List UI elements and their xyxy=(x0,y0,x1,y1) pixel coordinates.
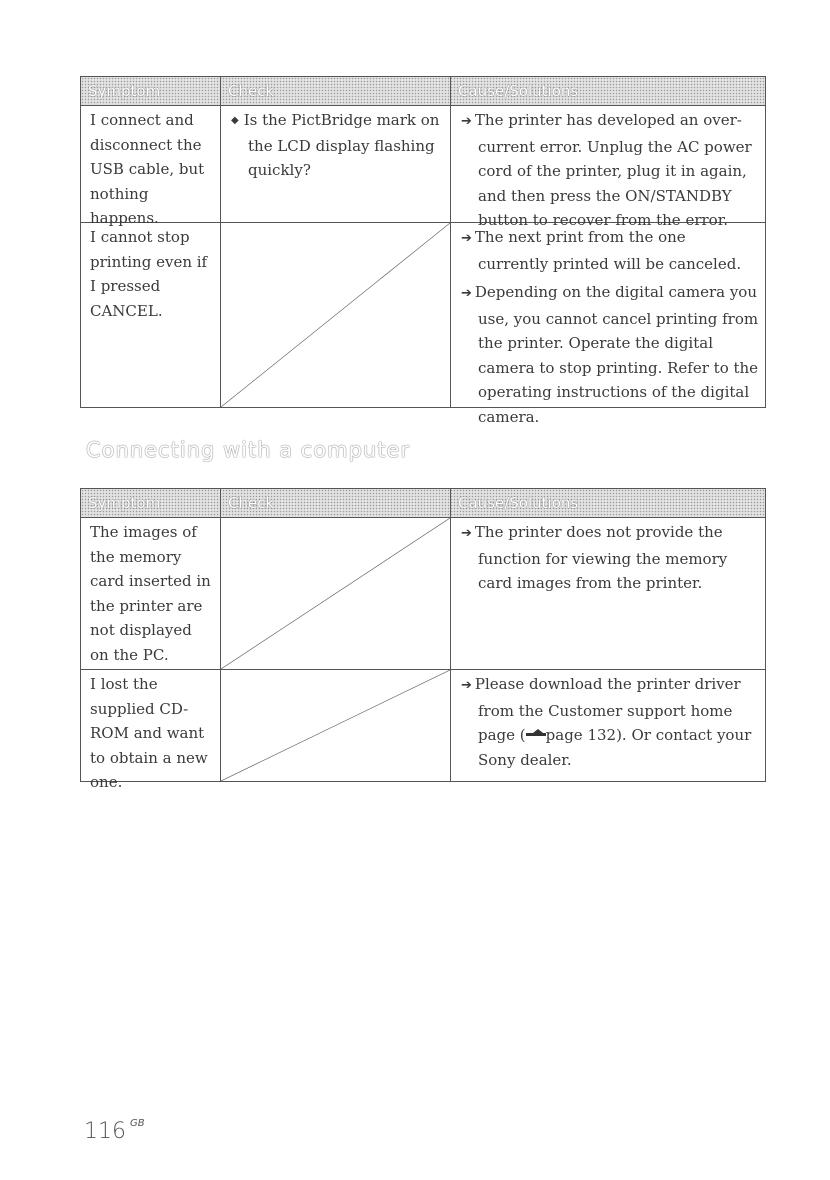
page-reference-icon xyxy=(526,729,546,737)
header-cause-solutions: Cause/Solutions xyxy=(458,494,579,512)
solution-text-after: page 132). Or contact your Sony dealer. xyxy=(478,726,752,769)
table-row xyxy=(81,670,765,791)
check-cell xyxy=(221,106,451,222)
page-number-value: 116 xyxy=(84,1119,126,1144)
bullet-icon: ◆ xyxy=(231,115,239,126)
symptom-cell: I lost the supplied CD-ROM and want to obtain a new one. xyxy=(81,670,221,781)
section-title: Connecting with a computer xyxy=(86,438,411,462)
header-check: Check xyxy=(221,489,451,517)
header-check: Check xyxy=(221,77,451,105)
header-cause-solutions: Cause/Solutions xyxy=(458,82,579,100)
check-cell-empty xyxy=(221,670,451,781)
header-symptom: Symptom xyxy=(81,489,221,517)
solution-cell xyxy=(451,106,765,229)
table-row xyxy=(81,518,765,670)
table-row xyxy=(81,223,765,426)
check-cell-empty xyxy=(221,518,451,669)
symptom-cell: I cannot stop printing even if I pressed CANCEL. xyxy=(81,223,221,407)
solution-cell xyxy=(451,223,765,426)
solution-cell xyxy=(451,670,765,781)
table-header xyxy=(81,489,765,518)
check-text: Is the PictBridge mark on the LCD display flashing quickly? xyxy=(243,111,440,179)
troubleshooting-table-2 xyxy=(80,488,766,791)
symptom-cell: The images of the memory card inserted in the printer are not displayed on the PC. xyxy=(81,518,221,669)
not-applicable-slash xyxy=(221,518,450,669)
solution-text: The next print from the one currently printed will be canceled. xyxy=(474,228,742,273)
solution-text: Depending on the digital camera you use, you cannot cancel printing from the printer. Operate the digital camera to stop printing. Refer to the operating instructions of the digital camera. xyxy=(474,283,759,426)
page-number xyxy=(84,1118,145,1144)
solution-cell xyxy=(451,518,765,669)
header-symptom: Symptom xyxy=(81,77,221,105)
solution-text: The printer has developed an over-current error. Unplug the AC power cord of the printer, plug it in again, and then press the ON/STANDBY button to recover from the error. xyxy=(474,111,752,229)
check-cell-empty xyxy=(221,223,451,407)
table-header xyxy=(81,77,765,106)
arrow-icon: ➔ xyxy=(461,678,472,693)
page-language-code: GB xyxy=(130,1118,145,1129)
symptom-cell: I connect and disconnect the USB cable, but nothing happens. xyxy=(81,106,221,222)
not-applicable-slash xyxy=(221,670,450,781)
solution-text: The printer does not provide the function for viewing the memory card images from the printer. xyxy=(474,523,728,592)
arrow-icon: ➔ xyxy=(461,526,472,541)
arrow-icon: ➔ xyxy=(461,286,472,301)
arrow-icon: ➔ xyxy=(461,231,472,246)
table-row xyxy=(81,106,765,229)
solution-text-before: Please download the printer driver from the Customer support home page ( xyxy=(474,675,741,744)
not-applicable-slash xyxy=(221,223,450,407)
troubleshooting-table-1 xyxy=(80,76,766,426)
arrow-icon: ➔ xyxy=(461,114,472,129)
